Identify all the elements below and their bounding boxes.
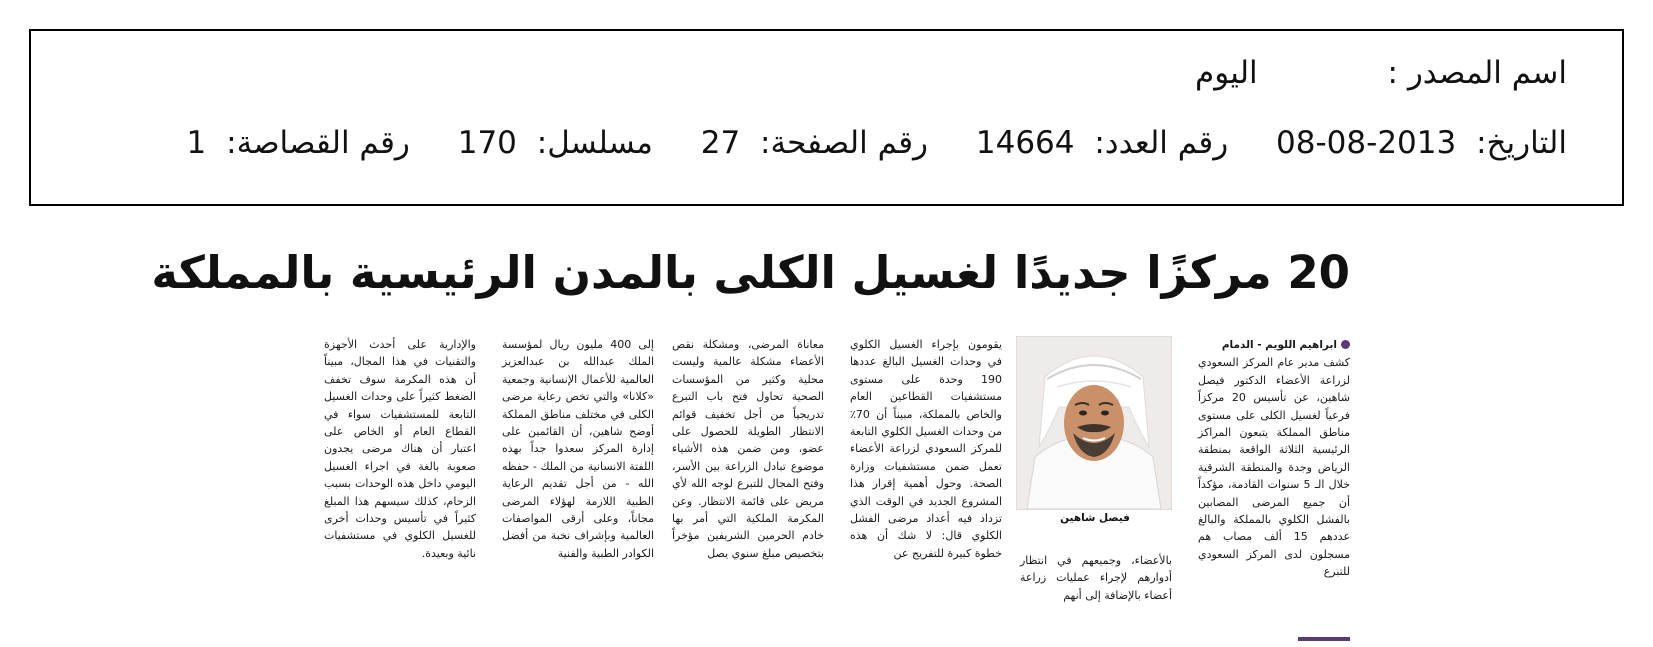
byline-bullet-icon — [1341, 340, 1350, 349]
article-column-6 — [324, 336, 476, 562]
newspaper-clipping — [151, 238, 1351, 647]
column-4-text: معاناة المرضى، ومشكلة نقص الأعضاء مشكلة عالمية وليست محلية وكثير من المؤسسات الصحية تحاول فتح باب التبرع تدريجياً من أجل تخفيف قوائم الانتظار الطويلة للحصول على عضو، ومن ضمن هذه الأشياء موضوع تبادل الزراعة بين الأسر، وفتح المجال للتبرع لوجه الله لأي مريض على قائمة الانتظار. وعن المكرمة الملكية التي أمر بها خادم الحرمين الشريفين مؤخراً بتخصيص مبلغ سنوي يصل — [672, 338, 824, 560]
source-row — [1195, 53, 1567, 93]
person-portrait-icon — [1017, 337, 1171, 509]
issue-value: 14664 — [975, 125, 1075, 161]
article-columns — [300, 336, 1350, 636]
date-item — [1276, 123, 1567, 163]
date-label: التاريخ: — [1476, 125, 1567, 161]
photo-caption: فيصل شاهين — [1060, 512, 1130, 524]
clip-number-label: رقم القصاصة: — [226, 125, 410, 161]
source-value: اليوم — [1195, 55, 1258, 91]
column-6-text: والإدارية على أحدث الأجهزة والتقنيات في هذا المجال، مبيناً أن هذه المكرمة سوف تخفف الضغط كثيراً على وحدات الغسيل التابعة للمستشفيات سواء في القطاع العام أو الخاص على اعتبار أن هناك مرضى يجدون صعوبة بالغة في اجراء الغسيل اليومي داخل هذه الوحدات بسبب الزحام، كذلك سيسهم هذا المبلغ كثيراً في تأسيس وحدات أخرى للغسيل الكلوي في مستشفيات نائية وبعيدة. — [324, 338, 476, 560]
article-column-1 — [1198, 336, 1350, 581]
article-column-3 — [850, 336, 1002, 562]
serial-value: 170 — [457, 125, 517, 161]
section-accent-bar — [1298, 637, 1350, 641]
serial-label: مسلسل: — [536, 125, 653, 161]
serial-item — [458, 123, 653, 163]
issue-label: رقم العدد: — [1094, 125, 1229, 161]
source-label: اسم المصدر : — [1387, 55, 1567, 91]
article-column-5 — [502, 336, 654, 562]
details-row — [187, 123, 1567, 163]
column-3-text: يقومون بإجراء الغسيل الكلوي في وحدات الغسيل البالغ عددها 190 وحدة على مستوى مستشفيات القطاعين العام والخاص بالمملكة، مبيناً أن 70٪ من وحدات الغسيل الكلوي التابعة للمركز السعودي لزراعة الأعضاء تعمل ضمن مستشفيات وزارة الصحة. وحول أهمية إقرار هذا المشروع الجديد في الوقت الذي تزداد فيه أعداد مرضى الفشل الكلوي قال: لا شك أن هذه خطوة كبيرة للتفريج عن — [850, 338, 1002, 560]
article-column-2 — [1020, 552, 1172, 604]
author-photo — [1016, 336, 1172, 510]
clip-number-item — [187, 123, 410, 163]
clip-number-value: 1 — [186, 125, 207, 161]
issue-item — [976, 123, 1228, 163]
clipping-info-box — [29, 29, 1624, 206]
article-byline: ابراهيم اللويم - الدمام — [1221, 339, 1337, 351]
page-item — [701, 123, 928, 163]
article-column-4 — [672, 336, 824, 562]
date-value: 2013-08-08 — [1276, 125, 1457, 161]
article-headline: 20 مركزًا جديدًا لغسيل الكلى بالمدن الرئيسية بالمملكة — [151, 246, 1350, 299]
column-1-text: كشف مدير عام المركز السعودي لزراعة الأعضاء الدكتور فيصل شاهين، عن تأسيس 20 مركزاً فرعياً لغسيل الكلى على مستوى مناطق المملكة يتبعون المراكز الرئيسية الثلاثة الواقعة بمنطقة الرياض وجدة والمنطقة الشرقية خلال الـ 5 سنوات القادمة، مؤكداً أن جميع المرضى المصابين بالفشل الكلوي بالمملكة والبالغ عددهم 15 ألف مصاب هم مسجلون لدى المركز السعودي للتبرع — [1198, 356, 1351, 579]
page-value: 27 — [700, 125, 741, 161]
column-5-text: إلى 400 مليون ريال لمؤسسة الملك عبدالله بن عبدالعزيز العالمية للأعمال الإنسانية وجمعية «كلانا» والتي تخص رعاية مرضى الكلى في مختلف مناطق المملكة أوضح شاهين، أن القائمين على إدارة المركز سعدوا جداً بهذه اللفتة الانسانية من الملك - حفظه الله - من أجل تقديم الرعاية الطبية اللازمة لهؤلاء المرضى مجاناً، وعلى أرقى المواصفات العالمية وبإشراف نخبة من أفضل الكوادر الطبية والفنية — [502, 338, 654, 560]
page-label: رقم الصفحة: — [760, 125, 929, 161]
column-2-text: بالأعضاء، وجميعهم في انتظار أدوارهم لإجراء عمليات زراعة أعضاء بالإضافة إلى أنهم — [1020, 554, 1172, 602]
